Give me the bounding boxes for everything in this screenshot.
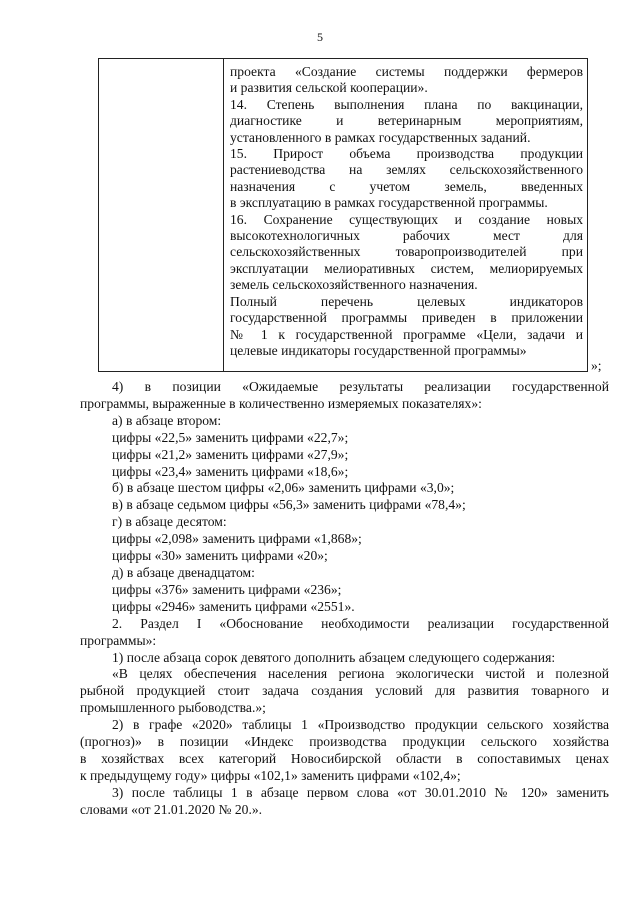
section-2-cont: программы»: <box>80 632 157 648</box>
section-2-item-2: 2) в графе «2020» таблицы 1 «Производство продукции сельского хозяйства <box>112 717 609 733</box>
table-line: в эксплуатацию в рамках государственной программы. <box>230 195 548 211</box>
section-2-item-2-cont: к предыдущему году» цифры «102,1» заменить цифрами «102,4»; <box>80 767 461 783</box>
item-g-1: цифры «2,098» заменить цифрами «1,868»; <box>112 531 362 547</box>
table-column-divider <box>223 59 224 371</box>
item-a-3: цифры «23,4» заменить цифрами «18,6»; <box>112 463 349 479</box>
table-line: эксплуатации мелиоративных систем, мелиорируемых <box>230 260 583 276</box>
table-line: растениеводства на землях сельскохозяйственного <box>230 162 583 178</box>
table-line: назначения с учетом земель, введенных <box>230 178 583 194</box>
table-line: сельскохозяйственных товаропроизводителей при <box>230 244 583 260</box>
table-line: диагностике и ветеринарным мероприятиям, <box>230 113 583 129</box>
quote-line: «В целях обеспечения населения региона экологически чистой и полезной <box>112 666 609 682</box>
table-line: целевые индикаторы государственной программы» <box>230 342 527 358</box>
table-closing-quote: »; <box>591 358 602 373</box>
table-line: установленного в рамках государственных заданий. <box>230 129 531 145</box>
table-line: проекта «Создание системы поддержки фермеров <box>230 64 583 79</box>
item-d-2: цифры «2946» заменить цифрами «2551». <box>112 598 355 614</box>
item-g-2: цифры «30» заменить цифрами «20»; <box>112 548 328 564</box>
item-v: в) в абзаце седьмом цифры «56,3» заменить цифрами «78,4»; <box>112 497 466 513</box>
item-a-1: цифры «22,5» заменить цифрами «22,7»; <box>112 429 349 445</box>
quote-line: рыбной продукцией стоит задача создания условий для развития товарного и <box>80 683 609 699</box>
table-line: № 1 к государственной программе «Цели, задачи и <box>230 326 583 342</box>
item-d: д) в абзаце двенадцатом: <box>112 564 255 580</box>
section-2-item-2-cont: в хозяйствах всех категорий Новосибирской области в сопоставимых ценах <box>80 750 609 766</box>
table-line: государственной программы приведен в приложении <box>230 310 583 326</box>
table-line: земель сельскохозяйственного назначения. <box>230 277 478 293</box>
section-2-item-3: 3) после таблицы 1 в абзаце первом слова «от 30.01.2010 № 120» заменить <box>112 784 609 800</box>
item-a: а) в абзаце втором: <box>112 412 222 428</box>
table-line: Полный перечень целевых индикаторов <box>230 293 583 309</box>
item-g: г) в абзаце десятом: <box>112 514 227 530</box>
section-2-item-1: 1) после абзаца сорок девятого дополнить абзацем следующего содержания: <box>112 649 556 665</box>
table-cell-text <box>230 64 583 359</box>
page-number: 5 <box>317 30 323 44</box>
paragraph-4-cont: программы, выраженные в количественно измеряемых показателях»: <box>80 395 482 411</box>
paragraph-4: 4) в позиции «Ожидаемые результаты реализации государственной <box>112 379 609 394</box>
item-d-1: цифры «376» заменить цифрами «236»; <box>112 581 342 597</box>
table-line: и развития сельской кооперации». <box>230 80 428 96</box>
table-line: 16. Сохранение существующих и создание новых <box>230 211 583 227</box>
section-2-item-3-cont: словами «от 21.01.2020 № 20.». <box>80 801 263 817</box>
item-a-2: цифры «21,2» заменить цифрами «27,9»; <box>112 446 349 462</box>
item-b: б) в абзаце шестом цифры «2,06» заменить цифрами «3,0»; <box>112 480 455 496</box>
table-line: 14. Степень выполнения плана по вакцинации, <box>230 96 583 112</box>
section-2-item-2-cont: (прогноз)» в позиции «Индекс производства продукции сельского хозяйства <box>80 734 609 750</box>
table-line: 15. Прирост объема производства продукции <box>230 146 583 162</box>
indicator-table <box>98 58 588 372</box>
section-2: 2. Раздел I «Обоснование необходимости реализации государственной <box>112 615 609 631</box>
document-body <box>80 379 609 819</box>
table-line: высокотехнологичных рабочих мест для <box>230 228 583 244</box>
quote-line: промышленного рыбоводства.»; <box>80 700 266 716</box>
